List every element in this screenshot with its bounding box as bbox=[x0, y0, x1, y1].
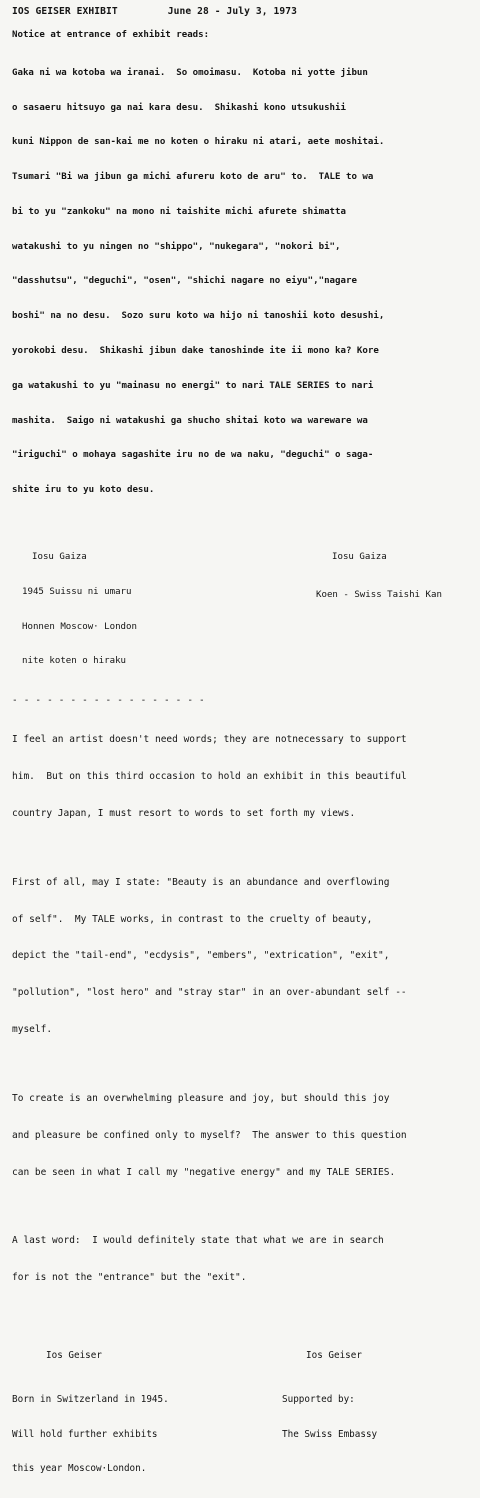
signature-line: Koen - Swiss Taishi Kan bbox=[316, 589, 442, 600]
signature-line: Supported by: bbox=[282, 1393, 355, 1405]
romaji-line: o sasaeru hitsuyo ga nai kara desu. Shikashi kono utsukushii bbox=[12, 102, 346, 113]
english-signature bbox=[12, 1327, 470, 1498]
english-line: can be seen in what I call my "negative energy" and my TALE SERIES. bbox=[12, 1166, 396, 1178]
english-line: for is not the "entrance" but the "exit". bbox=[12, 1271, 247, 1283]
romaji-line: yorokobi desu. Shikashi jibun dake tanoshinde ite ii mono ka? Kore bbox=[12, 346, 379, 357]
exhibit-title: IOS GEISER EXHIBIT bbox=[12, 6, 118, 17]
english-translation bbox=[12, 710, 470, 1309]
romaji-line: "iriguchi" o mohaya sagashite iru no de wa naku, "deguchi" o saga- bbox=[12, 450, 374, 461]
divider: - - - - - - - - - - - - - - - - - bbox=[12, 695, 205, 707]
romaji-line: "dasshutsu", "deguchi", "osen", "shichi nagare no eiyu","nagare bbox=[12, 276, 357, 287]
english-line: and pleasure be confined only to myself? The answer to this question bbox=[12, 1129, 407, 1141]
romaji-line: Tsumari "Bi wa jibun ga michi afureru koto de aru" to. TALE to wa bbox=[12, 172, 374, 183]
signature-line: 1945 Suissu ni umaru bbox=[22, 586, 132, 597]
romaji-line: bi to yu "zankoku" na mono ni taishite michi afurete shimatta bbox=[12, 206, 346, 217]
english-paragraph bbox=[12, 1210, 470, 1308]
romaji-line: watakushi to yu ningen no "shippo", "nukegara", "nokori bi", bbox=[12, 241, 341, 252]
header bbox=[12, 6, 470, 17]
signature-name: Ios Geiser bbox=[46, 1349, 102, 1361]
english-line: I feel an artist doesn't need words; they are notnecessary to support bbox=[12, 734, 407, 746]
romaji-notice bbox=[12, 45, 470, 520]
english-signature-left bbox=[12, 1327, 282, 1498]
english-paragraph bbox=[12, 852, 470, 1061]
signature-line: Honnen Moscow· London bbox=[22, 621, 137, 632]
romaji-line: Gaka ni wa kotoba wa iranai. So omoimasu. Kotoba ni yotte jibun bbox=[12, 67, 368, 78]
english-line: To create is an overwhelming pleasure and joy, but should this joy bbox=[12, 1092, 390, 1104]
romaji-signature-left bbox=[12, 529, 254, 691]
english-line: depict the "tail-end", "ecdysis", "embers", "extrication", "exit", bbox=[12, 950, 390, 962]
english-paragraph bbox=[12, 1068, 470, 1203]
signature-line: Will hold further exhibits bbox=[12, 1428, 158, 1440]
signature-line: this year Moscow·London. bbox=[12, 1463, 147, 1475]
romaji-line: ga watakushi to yu "mainasu no energi" to nari TALE SERIES to nari bbox=[12, 380, 374, 391]
romaji-signature-right bbox=[254, 529, 442, 691]
signature-line: nite koten o hiraku bbox=[22, 656, 127, 667]
signature-name: Iosu Gaiza bbox=[332, 552, 387, 563]
english-line: A last word: I would definitely state that what we are in search bbox=[12, 1235, 384, 1247]
signature-line: The Swiss Embassy bbox=[282, 1428, 378, 1440]
english-paragraph bbox=[12, 710, 470, 845]
signature-line: Born in Switzerland in 1945. bbox=[12, 1393, 169, 1405]
english-line: "pollution", "lost hero" and "stray star" in an over-abundant self -- bbox=[12, 987, 407, 999]
romaji-line: shite iru to yu koto desu. bbox=[12, 485, 155, 496]
english-line: country Japan, I must resort to words to set forth my views. bbox=[12, 808, 356, 820]
english-line: myself. bbox=[12, 1024, 53, 1036]
romaji-line: kuni Nippon de san-kai me no koten o hiraku ni atari, aete moshitai. bbox=[12, 137, 385, 148]
romaji-line: mashita. Saigo ni watakushi ga shucho shitai koto wa wareware wa bbox=[12, 415, 368, 426]
romaji-line: boshi" na no desu. Sozo suru koto wa hijo ni tanoshii koto desushi, bbox=[12, 311, 385, 322]
romaji-signature bbox=[12, 529, 470, 691]
signature-name: Iosu Gaiza bbox=[32, 552, 87, 563]
english-line: First of all, may I state: "Beauty is an abundance and overflowing bbox=[12, 876, 390, 888]
english-line: of self". My TALE works, in contrast to the cruelty of beauty, bbox=[12, 913, 373, 925]
english-line: him. But on this third occasion to hold an exhibit in this beautiful bbox=[12, 771, 407, 783]
english-signature-right bbox=[282, 1327, 377, 1498]
notice-heading: Notice at entrance of exhibit reads: bbox=[12, 30, 210, 40]
signature-name: Ios Geiser bbox=[306, 1349, 362, 1361]
exhibit-dates: June 28 - July 3, 1973 bbox=[167, 6, 298, 17]
